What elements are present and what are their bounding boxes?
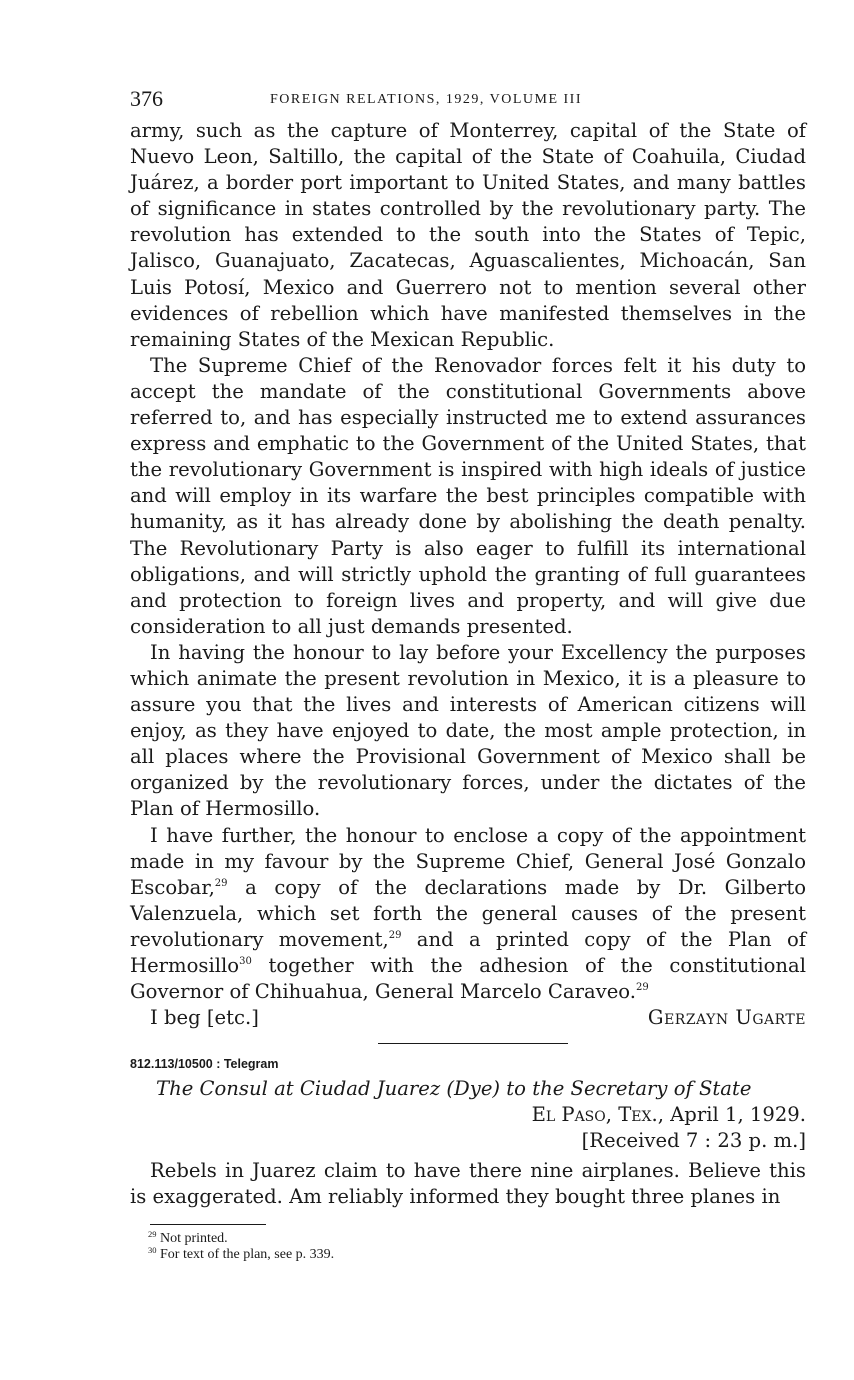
footnote-mark: 29 — [148, 1229, 157, 1240]
letter-closing — [130, 1005, 806, 1031]
page-number: 376 — [130, 86, 163, 111]
running-head — [130, 84, 806, 118]
dateline-date: April 1, 1929. — [670, 1103, 806, 1127]
section-divider — [378, 1043, 568, 1044]
enclosure-text-a: I have further, the honour to enclose a copy of the appointment made in my favour by the Supreme Chief, General José Gonzalo Escobar, — [130, 823, 806, 899]
signature-name: Gerzayn Ugarte — [647, 1006, 806, 1030]
footnote-ref: 29 — [388, 929, 402, 941]
enclosure-text-c: and a printed copy of the Plan of Hermosillo — [130, 927, 806, 977]
paragraph-honour: In having the honour to lay before your Excellency the purposes which animate the present revolution in Mexico, it is a pleasure to assure you that the lives and interests of American citizens will enjoy, as they have enjoyed to date, the most ample protection, in all places where the Provisional Government of Mexico shall be organized by the revolutionary forces, under the dictates of the Plan of Hermosillo. — [130, 640, 806, 821]
enclosure-text-d: together with the adhesion of the constitutional Governor of Chihuahua, General Marcelo Caraveo. — [130, 954, 806, 1004]
footnote-divider — [150, 1224, 266, 1225]
footnotes — [130, 1231, 806, 1263]
paragraph-army: army, such as the capture of Monterrey, capital of the State of Nuevo Leon, Saltillo, the capital of the State of Coahuila, Ciudad Juárez, a border port important to United States, and many battles of significance in states controlled by the revolutionary party. The revolution has extended to the south into the States of Tepic, Jalisco, Guanajuato, Zacatecas, Aguascalientes, Michoacán, San Luis Potosí, Mexico and Guerrero not to mention several other evidences of rebellion which have manifested themselves in the remaining States of the Mexican Republic. — [130, 119, 806, 351]
footnote-ref: 30 — [239, 956, 252, 967]
courtesy-close: I beg [etc.] — [150, 1006, 259, 1030]
footnote-ref: 29 — [635, 982, 649, 994]
telegram-body — [130, 1158, 806, 1210]
document-page — [130, 84, 806, 1263]
document-title: The Consul at Ciudad Juarez (Dye) to the Secretary of State — [156, 1077, 752, 1101]
dateline-place: El Paso, Tex., — [531, 1103, 664, 1127]
footnote-mark: 30 — [148, 1245, 157, 1256]
footnote-ref: 29 — [214, 877, 228, 889]
footnote-29 — [148, 1231, 806, 1247]
footnote-text: Not printed. — [160, 1231, 228, 1247]
paragraph-enclosures — [130, 823, 806, 1006]
received-line: [Received 7 : 23 p. m.] — [581, 1129, 806, 1153]
file-number: 812.113/10500 : Telegram — [130, 1057, 279, 1072]
dateline — [130, 1102, 806, 1128]
enclosure-text-b: a copy of the declarations made by Dr. Gilberto Valenzuela, which set forth the general causes of the present revolutionary movement, — [130, 875, 806, 951]
paragraph-supreme-chief: The Supreme Chief of the Renovador forces felt it his duty to accept the mandate of the constitutional Governments above referred to, and has especially instructed me to extend assurances express and emphatic to the Government of the United States, that the revolutionary Government is inspired with high ideals of justice and will employ in its warfare the best principles compatible with humanity, as it has already done by abolishing the death penalty. The Revolutionary Party is also eager to fulfill its international obligations, and will strictly uphold the granting of full guarantees and protection to foreign lives and property, and will give due consideration to all just demands presented. — [130, 353, 806, 638]
letter-body — [130, 118, 806, 1005]
telegram-paragraph: Rebels in Juarez claim to have there nine airplanes. Believe this is exaggerated. Am reliably informed they bought three planes in — [130, 1159, 806, 1209]
footnote-text: For text of the plan, see p. 339. — [160, 1247, 335, 1263]
running-title: FOREIGN RELATIONS, 1929, VOLUME III — [270, 92, 583, 107]
footnote-30 — [148, 1247, 806, 1263]
